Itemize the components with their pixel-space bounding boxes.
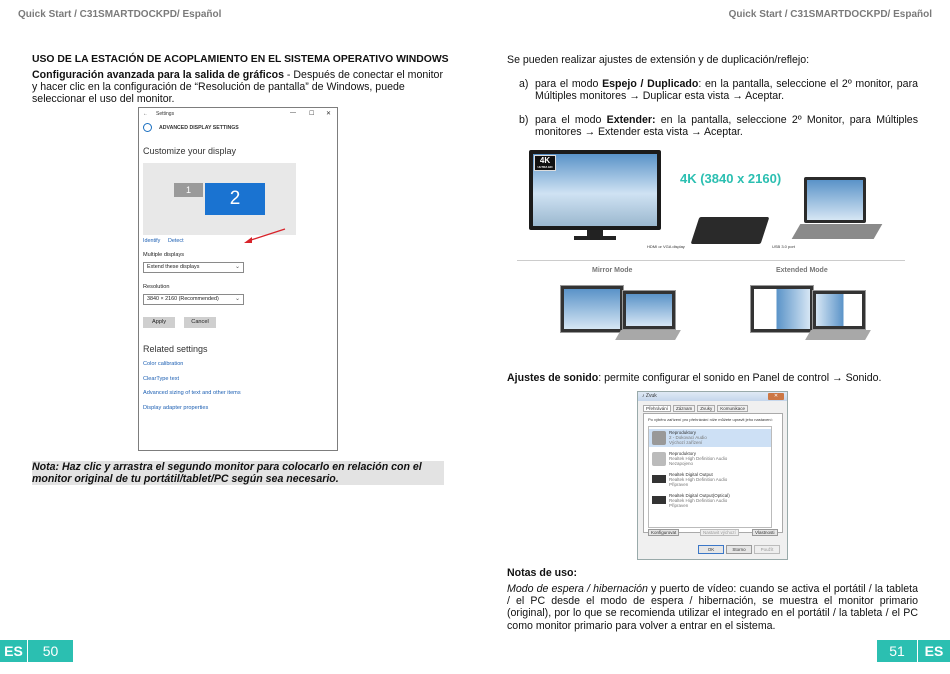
mirror-monitor (560, 285, 624, 333)
multiple-displays-select[interactable] (143, 262, 244, 273)
maximize-icon[interactable]: ☐ (309, 111, 315, 117)
usb-label: USB 3.0 port (772, 244, 795, 249)
close-icon[interactable]: ✕ (768, 393, 784, 400)
device-2-sub: Realtek High Definition Audio (669, 456, 728, 461)
laptop-keyboard (792, 224, 883, 239)
digital-output-icon (652, 496, 666, 504)
back-icon[interactable]: ← (143, 110, 148, 117)
extended-mode-label: Extended Mode (776, 267, 828, 274)
section-title: USO DE LA ESTACIÓN DE ACOPLAMIENTO EN EL SISTEMA OPERATIVO WINDOWS (32, 54, 449, 65)
close-icon[interactable]: ✕ (326, 111, 332, 117)
monitor-1-tile[interactable]: 1 (174, 183, 203, 197)
settings-title: Settings (156, 110, 175, 117)
mirror-monitor-screen (564, 289, 620, 329)
sound-tabs (643, 405, 748, 412)
running-header-left: Quick Start / C31SMARTDOCKPD/ Español (18, 9, 222, 20)
right-intro: Se pueden realizar ajustes de extensión y de duplicación/reflejo: (507, 54, 810, 66)
tab-communication[interactable]: Komunikace (717, 405, 748, 412)
set-default-button[interactable]: Nastavit výchozí (700, 529, 739, 536)
customize-heading: Customize your display (143, 146, 237, 156)
resolution-callout: 4K (3840 x 2160) (680, 171, 782, 186)
extended-laptop-screen (816, 294, 862, 326)
sound-dialog-title: Zvuk (645, 393, 657, 399)
extended-monitor-screen (754, 289, 810, 329)
docking-station (691, 217, 770, 244)
advanced-sizing-link[interactable]: Advanced sizing of text and other items (143, 390, 241, 396)
intro-bold: Configuración avanzada para la salida de gráficos (32, 69, 284, 81)
monitor-base (574, 236, 616, 240)
item-a-bold: Espejo / Duplicado (602, 78, 699, 90)
mirror-laptop-screen (626, 294, 672, 326)
badge-ultra-text: ULTRA HD (537, 165, 553, 169)
settings-window (138, 107, 338, 451)
cancel-button[interactable]: Storno (726, 545, 752, 554)
extended-laptop-keyboard (805, 330, 871, 340)
identify-link[interactable]: Identify (143, 238, 161, 244)
sound-text: : permite configurar el sonido en Panel de control → Sonido. (598, 372, 882, 384)
mirror-laptop (622, 290, 676, 330)
resolution-select[interactable] (143, 294, 244, 305)
notes-paragraph (507, 583, 918, 632)
mirror-mode-label: Mirror Mode (592, 267, 633, 274)
diagram-divider (517, 260, 905, 261)
digital-output-icon (652, 475, 666, 483)
device-2-state: Nezapojeno (669, 461, 694, 466)
tab-recording[interactable]: Záznam (673, 405, 695, 412)
resolution-label: Resolution (143, 284, 170, 290)
item-b-marker: b) (519, 114, 529, 126)
red-arrow-icon (240, 226, 288, 246)
monitor-4k (529, 150, 661, 230)
item-b-pre: para el modo (535, 114, 607, 126)
badge-4k (534, 155, 556, 171)
device-4-name: Realtek Digital Output(Optical) (669, 493, 730, 498)
footer-lang-left: ES (0, 640, 27, 662)
note-paragraph: Nota: Haz clic y arrastra el segundo monitor para colocarlo en relación con el monitor original de tu portátil/tablet/PC según sea necesario. (32, 461, 444, 485)
laptop-screen (807, 180, 863, 220)
display-adapter-link[interactable]: Display adapter properties (143, 405, 209, 411)
multiple-displays-label: Multiple displays (143, 252, 185, 258)
settings-titlebar (139, 108, 337, 119)
running-header-right: Quick Start / C31SMARTDOCKPD/ Español (728, 9, 932, 20)
footer-lang-right: ES (918, 640, 950, 662)
cleartype-link[interactable]: ClearType text (143, 376, 180, 382)
device-2-name: Reproduktory (669, 451, 697, 456)
device-3-name: Realtek Digital Output (669, 472, 713, 477)
device-4-state: Připraven (669, 503, 689, 508)
notes-title: Notas de uso: (507, 567, 578, 579)
sound-dialog-titlebar (638, 392, 787, 401)
extended-laptop (812, 290, 866, 330)
sound-bold: Ajustes de sonido (507, 372, 599, 384)
multiple-displays-value: Extend these displays (147, 264, 200, 270)
item-a-pre: para el modo (535, 78, 603, 90)
tab-sounds[interactable]: Zvuky (697, 405, 715, 412)
speaker-device-icon (652, 431, 666, 445)
hdmi-label: HDMI or VGA display (647, 244, 685, 249)
chevron-down-icon: ⌄ (234, 296, 240, 302)
device-3-state: Připraven (669, 482, 689, 487)
detect-link[interactable]: Detect (168, 238, 184, 244)
color-calibration-link[interactable]: Color calibration (143, 361, 184, 367)
extended-monitor (750, 285, 814, 333)
footer-page-left: 50 (28, 640, 73, 662)
chevron-down-icon: ⌄ (234, 264, 240, 270)
device-1-sub: 2 - Dokovací Audio (669, 435, 707, 440)
device-1-name: Reproduktory (669, 430, 697, 435)
ok-button[interactable]: OK (698, 545, 724, 554)
intro-text: - Después de conectar el monitor y hacer clic en la configuración de “Resolución de pantalla” de Windows, puede seleccionar el uso del monitor. (32, 69, 443, 106)
sound-instruction: Po výběru zařízení pro přehrávání níže můžete upravit jeho nastavení: (648, 417, 773, 422)
badge-4k-text: 4K (539, 156, 551, 165)
sound-paragraph (507, 372, 882, 384)
settings-heading: ADVANCED DISPLAY SETTINGS (159, 125, 239, 131)
speaker-icon: ♪ (642, 393, 646, 399)
cancel-button[interactable]: Cancel (184, 317, 216, 328)
tab-playback[interactable]: Přehrávání (643, 405, 671, 412)
device-row-selected[interactable] (649, 429, 771, 447)
mirror-laptop-keyboard (615, 330, 681, 340)
intro-paragraph (32, 69, 446, 106)
item-a-text (535, 78, 918, 102)
device-3-sub: Realtek High Definition Audio (669, 477, 728, 482)
sound-dialog (637, 391, 788, 560)
speaker-device-icon (652, 452, 666, 466)
item-a-marker: a) (519, 78, 529, 90)
resolution-value: 3840 × 2160 (Recommended) (147, 296, 219, 302)
monitor-2-tile[interactable]: 2 (205, 183, 265, 215)
item-b-text (535, 114, 918, 138)
notes-italic: Modo de espera / hibernación (507, 583, 648, 595)
item-b-post: en la pantalla, seleccione 2º Monitor, para Múltiples monitores → Extender esta vista → Aceptar. (535, 114, 918, 139)
configure-button[interactable]: Konfigurovat (648, 529, 679, 536)
sound-panel (643, 413, 783, 533)
apply-button[interactable]: Použít (754, 545, 780, 554)
apply-button[interactable]: Apply (143, 317, 175, 328)
laptop-top (804, 177, 866, 223)
notes-text: y puerto de vídeo: cuando se activa el portátil / la tableta / el PC desde el modo de espera / hibernación, se muestra el monitor primario (original), por lo que se recomienda utilizar el integrado en el portátil / la tableta / el PC como monitor primario para volver a entrar en el sistema. (507, 583, 918, 632)
minimize-icon[interactable]: — (290, 110, 296, 116)
device-list[interactable] (648, 426, 772, 528)
item-a-post: : en la pantalla, seleccione el 2º monitor, para Múltiples monitores → Duplicar esta vista → Aceptar. (535, 78, 918, 103)
related-settings-heading: Related settings (143, 344, 208, 354)
display-arrangement-area[interactable] (143, 163, 296, 235)
gear-icon (143, 123, 152, 132)
properties-button[interactable]: Vlastnosti (752, 529, 778, 536)
item-b-bold: Extender: (606, 114, 656, 126)
device-1-state: Výchozí zařízení (669, 440, 703, 445)
footer-page-right: 51 (877, 640, 917, 662)
mirror-extend-diagram (512, 147, 910, 357)
device-4-sub: Realtek High Definition Audio (669, 498, 728, 503)
